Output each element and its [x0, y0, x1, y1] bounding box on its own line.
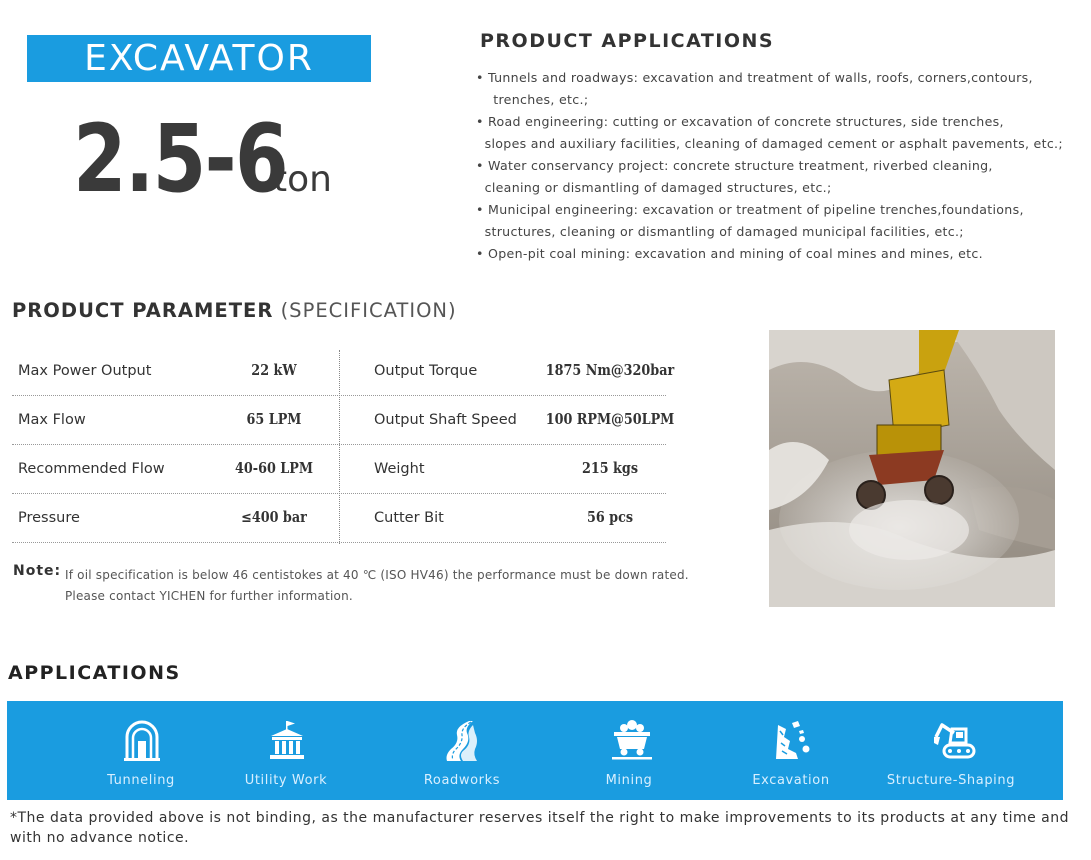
param-value: 1875 Nm@320bar	[545, 362, 675, 379]
application-label: Roadworks	[423, 773, 501, 788]
excavator-icon	[932, 719, 976, 761]
list-item: structures, cleaning or dismantling of damaged municipal facilities, etc.;	[476, 224, 964, 239]
param-value: ≤400 bar	[241, 509, 307, 526]
list-item: trenches, etc.;	[476, 92, 589, 107]
param-label: Max Flow	[18, 412, 86, 428]
applications-bar	[7, 701, 1063, 800]
mine-cart-icon	[610, 719, 654, 761]
parameter-title-sub: (SPECIFICATION)	[280, 299, 457, 322]
disclaimer: *The data provided above is not binding, as the manufacturer reserves itself the right to make improvements to its products at any time and with no advance notice.	[10, 810, 1070, 846]
param-value: 100 RPM@50LPM	[545, 411, 675, 428]
param-value: 22 kW	[251, 362, 297, 379]
application-roadworks	[382, 701, 542, 800]
param-label: Pressure	[18, 510, 80, 526]
application-label: Utility Work	[244, 773, 328, 788]
application-label: Mining	[605, 773, 653, 788]
note-text	[65, 565, 689, 607]
product-parameter-title	[12, 299, 457, 322]
list-item: • Open-pit coal mining: excavation and mining of coal mines and mines, etc.	[476, 246, 983, 261]
application-label: Excavation	[752, 773, 830, 788]
param-value: 40-60 LPM	[235, 460, 313, 477]
list-item: • Water conservancy project: concrete structure treatment, riverbed cleaning,	[476, 158, 993, 173]
list-item: • Tunnels and roadways: excavation and treatment of walls, roofs, corners,contours,	[476, 70, 1033, 85]
param-label: Max Power Output	[18, 363, 152, 379]
application-label: Structure-Shaping	[886, 773, 1016, 788]
param-value: 215 kgs	[581, 460, 639, 477]
road-icon	[443, 719, 483, 761]
tunnel-icon	[122, 719, 162, 761]
param-value: 65 LPM	[246, 411, 302, 428]
param-label: Recommended Flow	[18, 461, 165, 477]
parameter-title-main: PRODUCT PARAMETER	[12, 299, 274, 322]
application-structure-shaping	[871, 701, 1031, 800]
photo-illustration	[769, 330, 1055, 607]
rock-excavation-icon	[772, 719, 812, 761]
parameter-table	[12, 347, 675, 543]
application-mining	[549, 701, 709, 800]
list-item: • Municipal engineering: excavation or treatment of pipeline trenches,foundations,	[476, 202, 1024, 217]
list-item: cleaning or dismantling of damaged structures, etc.;	[476, 180, 832, 195]
applications-title: APPLICATIONS	[8, 662, 181, 684]
param-label: Output Shaft Speed	[374, 412, 517, 428]
table-divider	[339, 350, 340, 544]
application-utility-work	[206, 701, 366, 800]
tonnage-range: 2.5-6	[73, 105, 287, 214]
param-label: Weight	[374, 461, 425, 477]
category-badge: EXCAVATOR	[27, 35, 371, 82]
note-label: Note:	[13, 563, 62, 579]
note-line: Please contact YICHEN for further information.	[65, 589, 353, 603]
param-label: Output Torque	[374, 363, 478, 379]
application-tunneling	[61, 701, 221, 800]
product-photo	[769, 330, 1055, 607]
param-value: 56 pcs	[586, 509, 634, 526]
tonnage	[73, 100, 332, 220]
param-label: Cutter Bit	[374, 510, 444, 526]
application-excavation	[711, 701, 871, 800]
list-item: slopes and auxiliary facilities, cleaning of damaged cement or asphalt pavements, etc.;	[476, 136, 1063, 151]
building-icon	[267, 719, 307, 761]
note-line: If oil specification is below 46 centistokes at 40 ℃ (ISO HV46) the performance must be down rated.	[65, 568, 689, 582]
tonnage-unit: ton	[273, 159, 332, 200]
product-applications-list	[476, 67, 1086, 265]
product-applications-title: PRODUCT APPLICATIONS	[480, 30, 775, 52]
list-item: • Road engineering: cutting or excavation of concrete structures, side trenches,	[476, 114, 1004, 129]
application-label: Tunneling	[107, 773, 175, 788]
